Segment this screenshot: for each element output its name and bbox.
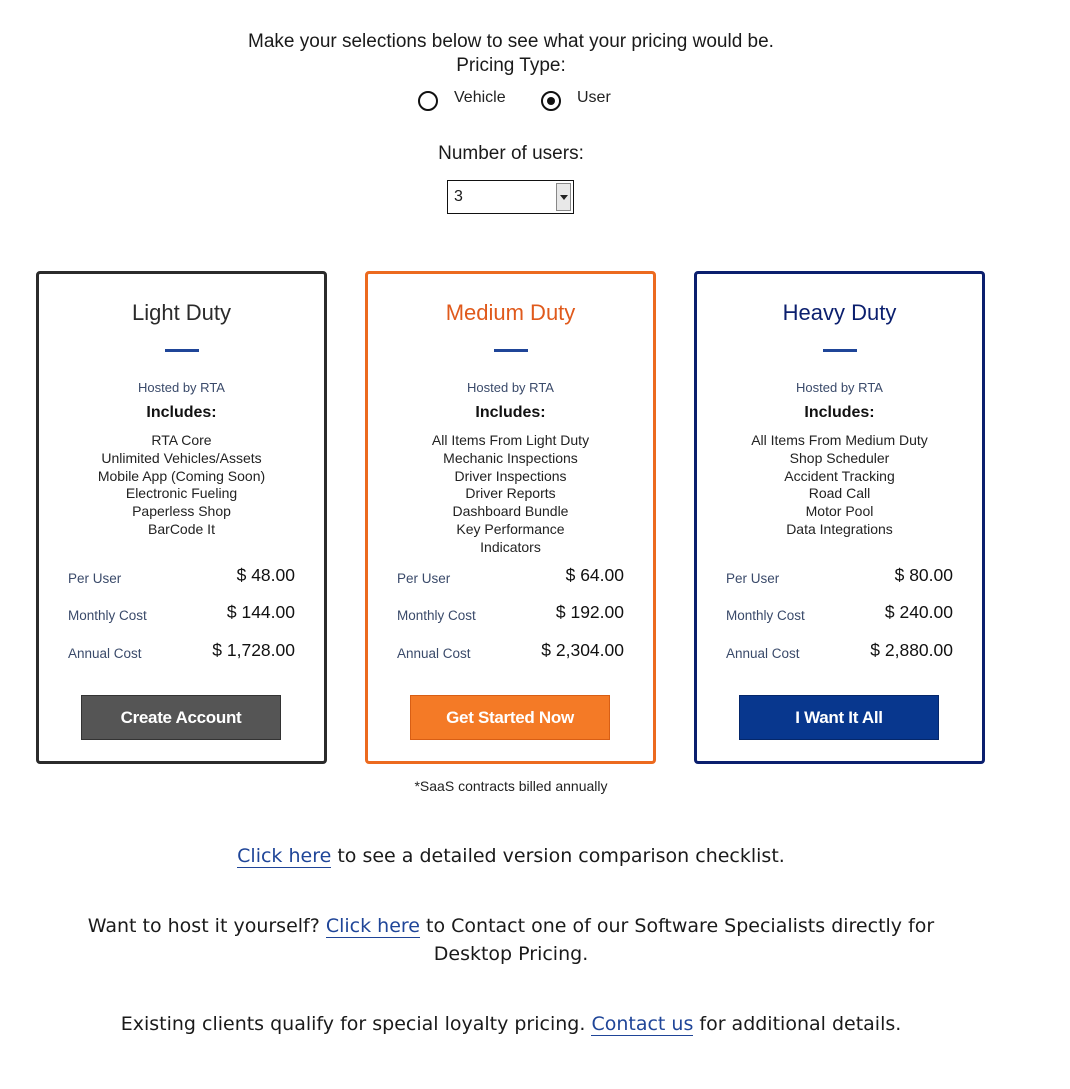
feature-item: Accident Tracking [784,467,895,484]
per-user-price: $ 64.00 [565,565,624,585]
feature-item: Motor Pool [805,503,874,520]
loyalty-prefix: Existing clients qualify for special loyalty pricing. [120,1013,592,1035]
annual-cost-price: $ 2,880.00 [870,640,953,660]
feature-item: Key Performance [456,520,565,537]
loyalty-text: for additional details. [693,1013,902,1035]
hosted-by: Hosted by RTA [138,380,225,395]
monthly-cost-label: Monthly Cost [726,608,805,623]
feature-item: Electronic Fueling [125,485,238,502]
annual-cost-label: Annual Cost [726,646,800,661]
radio-option-vehicle[interactable] [418,86,506,116]
feature-item: Driver Inspections [454,467,567,484]
feature-item: Mobile App (Coming Soon) [97,467,266,484]
feature-item: Dashboard Bundle [452,503,569,520]
self-host-prefix: Want to host it yourself? [87,915,326,937]
annual-cost-row [68,639,295,663]
title-divider [494,349,528,352]
comparison-paragraph [0,842,1022,870]
pricing-type-radio-group [0,86,1022,116]
number-of-users-select[interactable] [447,180,574,214]
feature-item: Driver Reports [465,485,556,502]
feature-item: Road Call [808,485,871,502]
per-user-label: Per User [726,571,780,586]
per-user-label: Per User [397,571,451,586]
radio-user[interactable] [541,91,561,111]
monthly-cost-row [397,601,624,625]
feature-item: Shop Scheduler [789,449,890,466]
monthly-cost-row [726,601,953,625]
per-user-row [397,564,624,588]
per-user-price: $ 80.00 [894,565,953,585]
monthly-cost-price: $ 192.00 [555,602,624,622]
create-account-button[interactable]: Create Account [81,695,281,740]
feature-item: Paperless Shop [132,503,231,520]
contact-us-link[interactable]: Contact us [591,1013,694,1035]
feature-list [697,432,982,539]
comparison-text: to see a detailed version comparison checklist. [331,845,785,867]
includes-heading: Includes: [146,404,217,421]
contact-specialists-link[interactable]: Click here [325,915,420,937]
title-divider [165,349,199,352]
loyalty-paragraph [0,1010,1022,1038]
annual-cost-label: Annual Cost [68,646,142,661]
per-user-price: $ 48.00 [236,565,295,585]
feature-item: RTA Core [151,432,212,448]
number-of-users-label: Number of users: [438,143,584,164]
saas-footnote: *SaaS contracts billed annually [414,778,608,794]
self-host-text: to Contact one of our Software Specialists directly for Desktop Pricing. [420,915,935,965]
annual-cost-price: $ 1,728.00 [212,640,295,660]
plan-title: Heavy Duty [782,300,897,325]
annual-cost-row [726,639,953,663]
chevron-down-icon[interactable] [556,183,571,211]
monthly-cost-label: Monthly Cost [68,608,147,623]
title-divider [823,349,857,352]
i-want-it-all-button[interactable]: I Want It All [739,695,939,740]
per-user-label: Per User [68,571,122,586]
plan-card-light-duty [36,271,327,764]
feature-item: Mechanic Inspections [443,449,578,466]
monthly-cost-price: $ 240.00 [884,602,953,622]
per-user-row [68,564,295,588]
hosted-by: Hosted by RTA [796,380,883,395]
pricing-type-label: Pricing Type: [456,55,566,76]
plan-title: Medium Duty [445,300,576,325]
comparison-checklist-link[interactable]: Click here [237,845,332,867]
feature-item: Unlimited Vehicles/Assets [101,449,262,466]
intro-text: Make your selections below to see what your pricing would be. [248,31,774,52]
feature-list [368,432,653,557]
feature-item: BarCode It [148,520,215,537]
monthly-cost-row [68,601,295,625]
feature-item: All Items From Light Duty [431,432,590,448]
plan-card-medium-duty [365,271,656,764]
get-started-now-button[interactable]: Get Started Now [410,695,610,740]
self-host-paragraph [50,912,972,968]
feature-list [39,432,324,539]
includes-heading: Includes: [804,404,875,421]
radio-vehicle[interactable] [418,91,438,111]
annual-cost-row [397,639,624,663]
feature-item: Data Integrations [786,520,893,537]
annual-cost-label: Annual Cost [397,646,471,661]
radio-option-user[interactable] [541,86,611,116]
plan-title: Light Duty [131,300,232,325]
feature-item: Indicators [480,538,541,555]
plan-card-heavy-duty [694,271,985,764]
radio-vehicle-label: Vehicle [454,89,506,106]
monthly-cost-price: $ 144.00 [226,602,295,622]
monthly-cost-label: Monthly Cost [397,608,476,623]
includes-heading: Includes: [475,404,546,421]
per-user-row [726,564,953,588]
hosted-by: Hosted by RTA [467,380,554,395]
feature-item: All Items From Medium Duty [751,432,928,448]
annual-cost-price: $ 2,304.00 [541,640,624,660]
select-value: 3 [454,188,463,205]
radio-user-label: User [577,89,611,106]
